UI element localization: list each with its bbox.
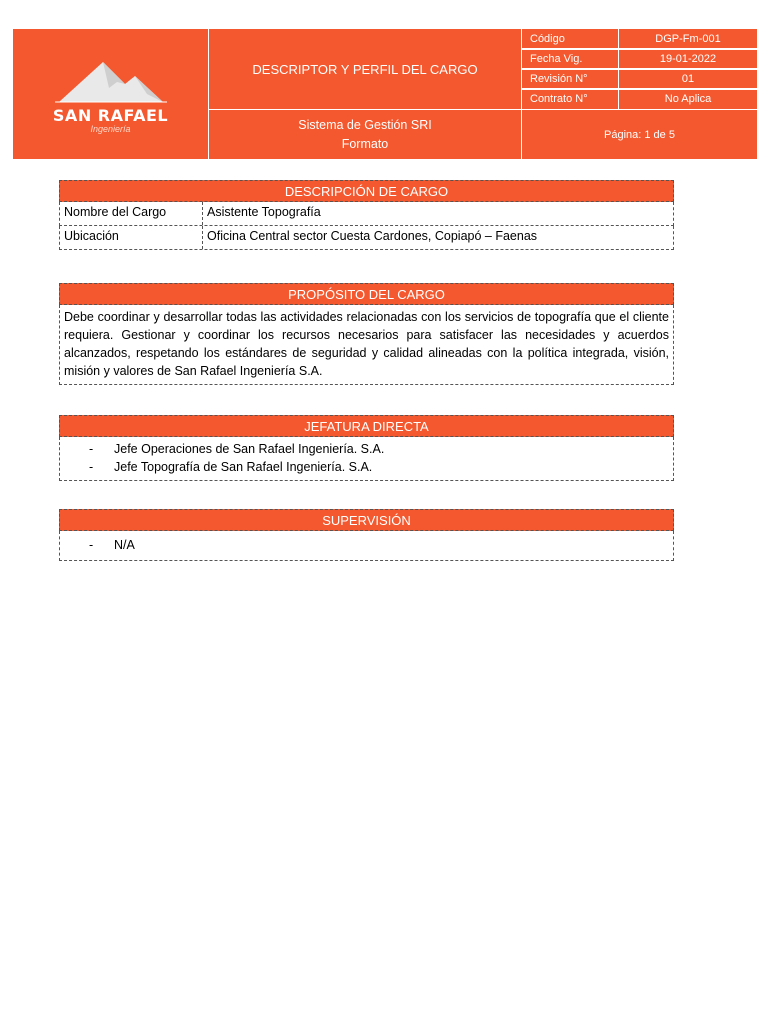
meta-label-contract: Contrato N° bbox=[521, 88, 619, 110]
purpose-text: Debe coordinar y desarrollar todas las actividades relacionadas con los servicios de topografía que el cliente requiera. Gestionar y coordinar los recursos necesarios para satisfacer las necesidades y acuerdos alcanzados, respetando los estándares de seguridad y calidad alineadas con la política integrada, visión, misión y valores de San Rafael Ingeniería S.A. bbox=[59, 305, 674, 385]
list-item-text: N/A bbox=[114, 538, 135, 552]
list-item bbox=[64, 440, 669, 458]
section-job-description bbox=[59, 180, 674, 250]
company-subtitle: Ingeniería bbox=[90, 124, 131, 134]
meta-label-code: Código bbox=[521, 28, 619, 50]
list-item-text: Jefe Topografía de San Rafael Ingeniería. S.A. bbox=[114, 460, 373, 474]
supervision-list-box bbox=[59, 531, 674, 561]
row-label: Ubicación bbox=[60, 226, 203, 249]
list-item bbox=[64, 458, 669, 476]
company-name: SAN RAFAEL bbox=[52, 106, 169, 125]
company-logo bbox=[12, 28, 209, 160]
list-item-text: Jefe Operaciones de San Rafael Ingeniería. S.A. bbox=[114, 442, 385, 456]
meta-value-revision: 01 bbox=[618, 68, 758, 90]
meta-label-date: Fecha Vig. bbox=[521, 48, 619, 70]
section-heading: SUPERVISIÓN bbox=[59, 509, 674, 531]
row-value: Oficina Central sector Cuesta Cardones, Copiapó – Faenas bbox=[207, 229, 538, 243]
section-heading: JEFATURA DIRECTA bbox=[59, 415, 674, 437]
table-row bbox=[59, 202, 674, 226]
dash-bullet: - bbox=[89, 538, 94, 552]
row-label: Nombre del Cargo bbox=[60, 202, 203, 225]
system-info bbox=[208, 109, 522, 160]
meta-value-code: DGP-Fm-001 bbox=[618, 28, 758, 50]
list-item bbox=[64, 536, 669, 554]
section-direct-supervisor bbox=[59, 415, 674, 481]
document-title: DESCRIPTOR Y PERFIL DEL CARGO bbox=[208, 28, 522, 110]
row-value: Asistente Topografía bbox=[207, 205, 321, 219]
section-heading: DESCRIPCIÓN DE CARGO bbox=[59, 180, 674, 202]
meta-value-contract: No Aplica bbox=[618, 88, 758, 110]
mountain-logo-icon bbox=[51, 54, 171, 104]
document-type: Formato bbox=[341, 136, 389, 151]
meta-label-revision: Revisión N° bbox=[521, 68, 619, 90]
supervisor-list-box bbox=[59, 437, 674, 481]
section-purpose bbox=[59, 283, 674, 385]
table-row bbox=[59, 226, 674, 250]
dash-bullet: - bbox=[89, 460, 94, 474]
section-heading: PROPÓSITO DEL CARGO bbox=[59, 283, 674, 305]
supervisor-list bbox=[64, 440, 669, 476]
dash-bullet: - bbox=[89, 442, 94, 456]
meta-value-date: 19-01-2022 bbox=[618, 48, 758, 70]
document-header bbox=[12, 28, 758, 160]
page-number: Página: 1 de 5 bbox=[521, 109, 758, 160]
supervision-list bbox=[64, 536, 669, 554]
system-name: Sistema de Gestión SRI bbox=[298, 117, 432, 132]
section-supervision bbox=[59, 509, 674, 561]
